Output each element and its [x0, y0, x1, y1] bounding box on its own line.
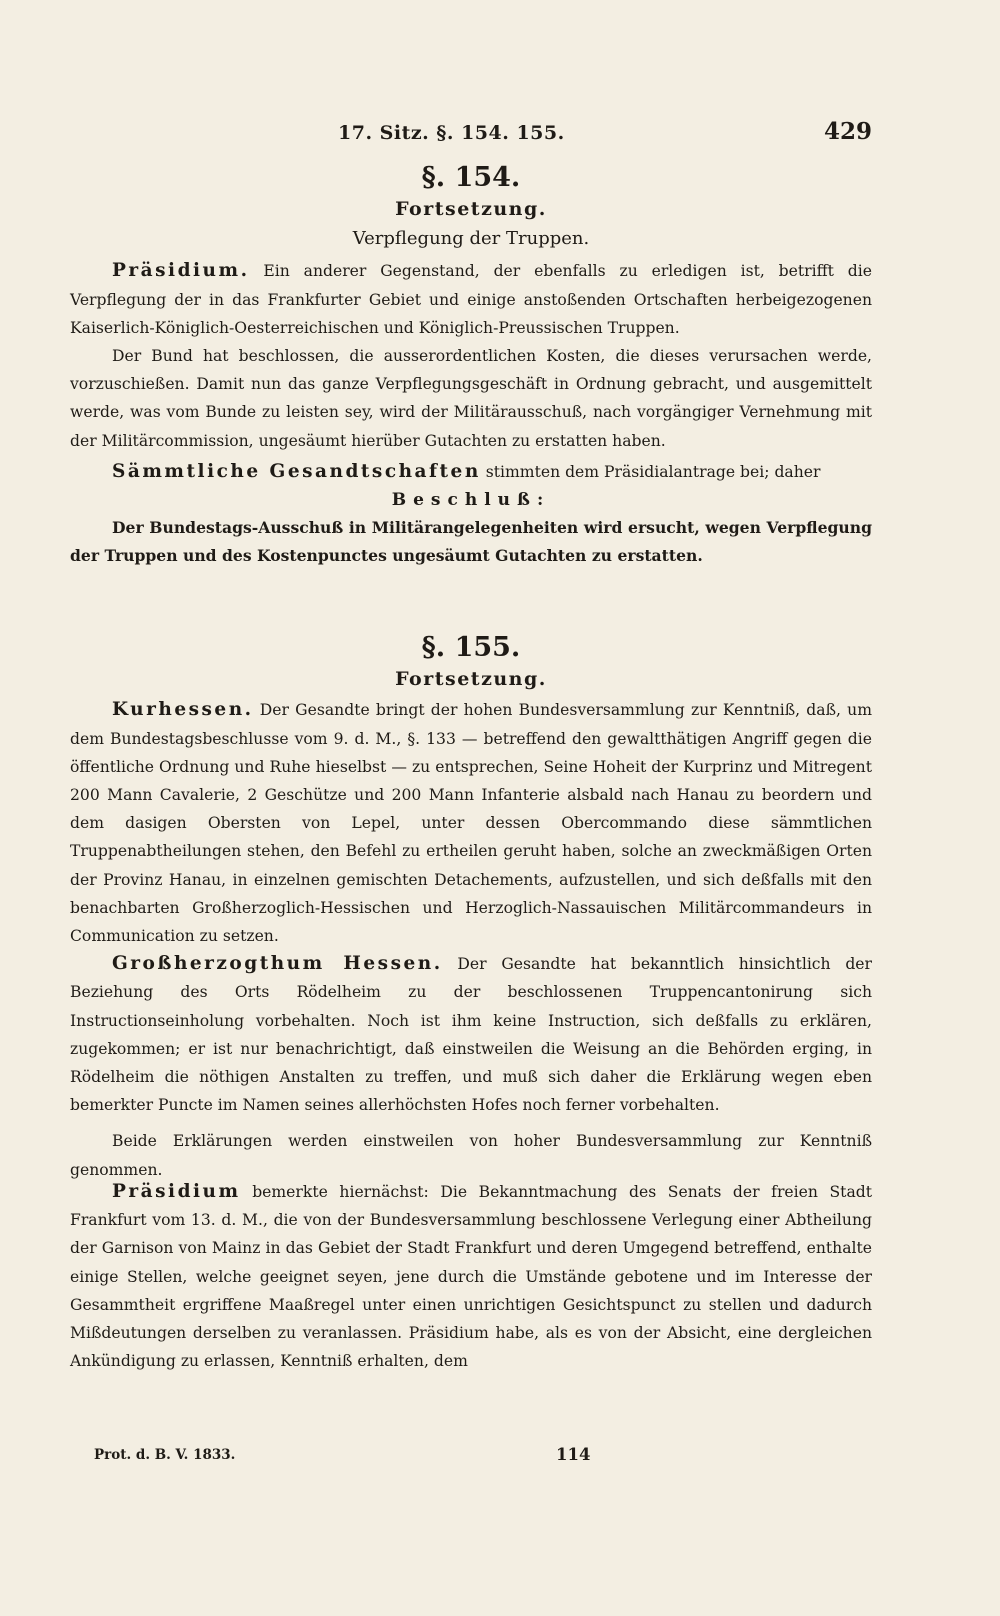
page-footer: [94, 1445, 872, 1469]
paragraph: [70, 458, 872, 486]
section-155-subtitle: Fortsetzung.: [395, 668, 547, 691]
running-head: 17. Sitz. §. 154. 155.: [338, 122, 565, 144]
section-154-title: §. 154.: [421, 162, 521, 193]
resolution-label: Beschluß:: [391, 490, 551, 511]
paragraph: [70, 950, 872, 1119]
paragraph: [70, 1178, 872, 1375]
paragraph-text: Der Gesandte hat bekanntlich hinsichtlich der Beziehung des Orts Rödelheim zu der beschlossenen Truppencantonirung sich Instructionseinholung vorbehalten. Noch ist ihm keine Instruction, sich deßfalls zu erklären, zugekommen; er ist nur benachrichtigt, daß einstweilen die Weisung an die Behörden erging, in Rödelheim die nöthigen Anstalten zu treffen, und muß sich daher die Erklärung wegen eben bemerkter Puncte im Namen seines allerhöchsten Hofes noch ferner vorbehalten.: [70, 955, 872, 1115]
paragraph: Beide Erklärungen werden einstweilen von hoher Bundesversammlung zur Kenntniß genommen.: [70, 1132, 872, 1179]
speaker: Sämmtliche Gesandtschaften: [112, 460, 481, 482]
paragraph-text: Der Gesandte bringt der hohen Bundesversammlung zur Kenntniß, daß, um dem Bundestagsbeschlusse vom 9. d. M., §. 133 — betreffend den gewaltthätigen Angriff gegen die öffentliche Ordnung und Ruhe hieselbst — zu entsprechen, Seine Hoheit der Kurprinz und Mitregent 200 Mann Cavalerie, 2 Geschütze und 200 Mann Infanterie alsbald nach Hanau zu beordern und dem dasigen Obersten von Lepel, unter dessen Obercommando diese sämmtlichen Truppenabtheilungen stehen, den Befehl zu ertheilen geruht haben, solche an zweckmäßigen Orten der Provinz Hanau, in einzelnen gemischten Detachements, aufzustellen, und sich deßfalls mit den benachbarten Großherzoglich-Hessischen und Herzoglich-Nassauischen Militärcommandeurs in Communication zu setzen.: [70, 701, 872, 946]
section-155-continued: [70, 1178, 872, 1375]
paragraph-text: Ein anderer Gegenstand, der ebenfalls zu erledigen ist, betrifft die Verpflegung der in das Frankfurter Gebiet und einige anstoßenden Ortschaften herbeigezogenen Kaiserlich-Königlich-Oesterreichischen und Königlich-Preussischen Truppen.: [70, 262, 872, 337]
section-155: [70, 632, 872, 1184]
paragraph: Der Bund hat beschlossen, die ausserordentlichen Kosten, die dieses verursachen werde, vorzuschießen. Damit nun das ganze Verpflegungsgeschäft in Ordnung gebracht, und ausgemittelt werde, was vom Bunde zu leisten sey, wird der Militärausschuß, nach vorgängiger Vernehmung mit der Militärcommission, ungesäumt hierüber Gutachten zu erstatten haben.: [70, 347, 872, 450]
section-154-subtitle: Fortsetzung.: [395, 198, 547, 221]
resolution-text: Der Bundestags-Ausschuß in Militärangelegenheiten wird ersucht, wegen Verpflegung der Truppen und des Kostenpunctes ungesäumt Gutachten zu erstatten.: [70, 518, 872, 566]
section-155-title: §. 155.: [421, 632, 521, 663]
page-number: 429: [823, 118, 872, 145]
paragraph-text: bemerkte hiernächst: Die Bekanntmachung des Senats der freien Stadt Frankfurt vom 13. d. M., die von der Bundesversammlung beschlossene Verlegung einer Abtheilung der Garnison von Mainz in das Gebiet der Stadt Frankfurt und deren Umgegend betreffend, enthalte einige Stellen, welche geeignet seyen, jene durch die Umstände gebotene und im Interesse der Gesammtheit ergriffene Maaßregel unter einen unrichtigen Gesichtspunct zu stellen und dadurch Mißdeutungen derselben zu veranlassen. Präsidium habe, als es von der Absicht, eine dergleichen Ankündigung zu erlassen, Kenntniß erhalten, dem: [70, 1183, 872, 1371]
speaker: Großherzogthum Hessen.: [112, 953, 443, 975]
paragraph: [70, 257, 872, 342]
speaker: Präsidium.: [112, 260, 250, 282]
paragraph: [70, 696, 872, 950]
speaker: Präsidium: [112, 1181, 241, 1202]
page-header: [70, 118, 872, 152]
paragraph-text: stimmten dem Präsidialantrage bei; daher: [485, 462, 821, 481]
speaker: Kurhessen.: [112, 699, 254, 721]
section-154-topic: Verpflegung der Truppen.: [352, 228, 590, 250]
footer-signature: Prot. d. B. V. 1833.: [94, 1447, 236, 1463]
section-154: [70, 162, 872, 570]
footer-sheet-number: 114: [556, 1445, 591, 1464]
